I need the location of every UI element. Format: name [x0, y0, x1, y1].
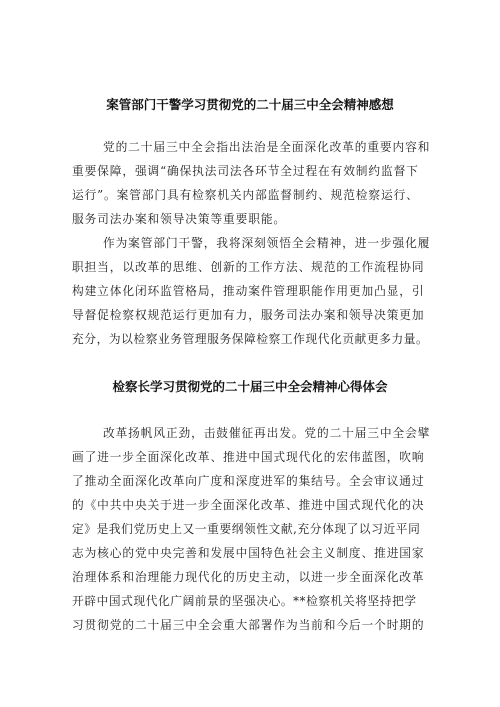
paragraph-line: 定》是我们党历史上又一重要纲领性文献,充分体现了以习近平同: [72, 522, 421, 536]
paragraph-line: 作为案管部门干警，我将深刻领悟全会精神，进一步强化履: [103, 236, 431, 250]
paragraph-line: 导督促检察权规范运行更加有力，服务司法办案和领导决策更加: [72, 308, 425, 322]
paragraph-line: 习贯彻党的二十届三中全会重大部署作为当前和今后一个时期的: [72, 618, 425, 632]
paragraph-line: 充分，为以检察业务管理服务保障检察工作现代化贡献更多力量。: [72, 332, 429, 346]
paragraph-line: 开辟中国式现代化广阔前景的坚强决心。**检察机关将坚持把学: [72, 594, 417, 608]
paragraph-line: 改革扬帆风正劲，击鼓催征再出发。党的二十届三中全会擘: [103, 426, 431, 440]
paragraph-line: 构建立体化闭环监管格局，推动案件管理职能作用更加凸显，引: [72, 284, 425, 298]
paragraph-line: 的《中共中央关于进一步全面深化改革、推进中国式现代化的决: [72, 498, 425, 512]
section-1-title: 案管部门干警学习贯彻党的二十届三中全会精神感想: [106, 97, 394, 112]
paragraph-line: 党的二十届三中全会指出法治是全面深化改革的重要内容和: [103, 140, 431, 154]
paragraph-line: 服务司法办案和领导决策等重要职能。: [72, 212, 286, 226]
paragraph-line: 治理体系和治理能力现代化的历史主动，以进一步全面深化改革: [72, 570, 425, 584]
paragraph-line: 职担当，以改革的思维、创新的工作方法、规范的工作流程协同: [72, 260, 425, 274]
paragraph-line: 重要保障，强调“确保执法司法各环节全过程在有效制约监督下: [72, 164, 419, 178]
section-2-title: 检察长学习贯彻党的二十届三中全会精神心得体会: [112, 379, 388, 394]
paragraph-line: 志为核心的党中央完善和发展中国特色社会主义制度、推进国家: [72, 546, 425, 560]
paragraph-line: 运行”。案管部门具有检察机关内部监督制约、规范检察运行、: [72, 188, 419, 202]
paragraph-line: 了推动全面深化改革向广度和深度进军的集结号。全会审议通过: [72, 474, 425, 488]
paragraph-line: 画了进一步全面深化改革、推进中国式现代化的宏伟蓝图，吹响: [72, 450, 425, 464]
